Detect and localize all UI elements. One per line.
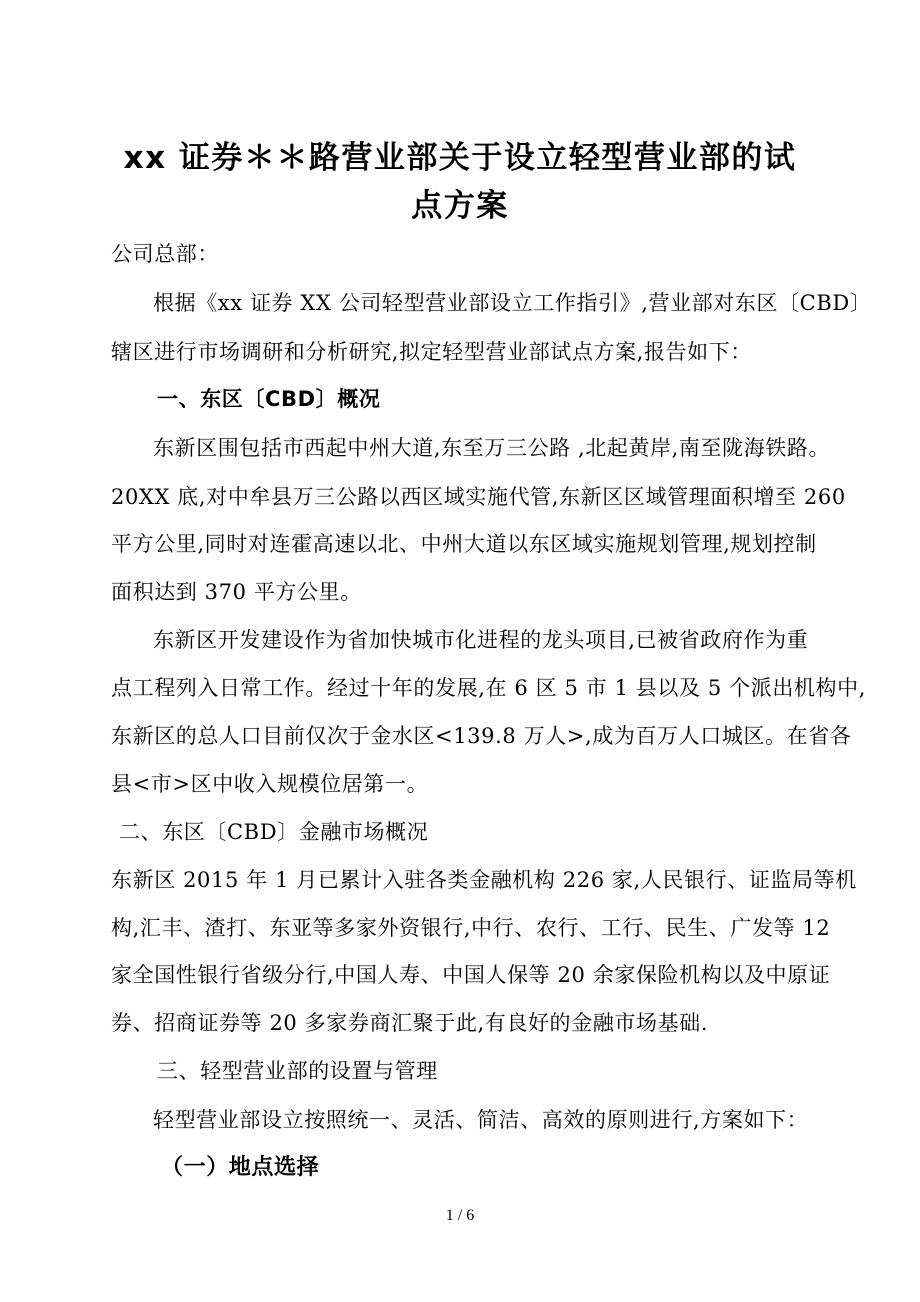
section-1-para-2-line: 县<市>区中收入规模位居第一。 [111, 772, 429, 796]
intro-line: 辖区进行市场调研和分析研究,拟定轻型营业部试点方案,报告如下： [111, 340, 752, 364]
section-3-heading: 三、轻型营业部的设置与管理 [157, 1059, 438, 1083]
section-1-para-2-line: 东新区的总人口目前仅次于金水区<139.8 万人>,成为百万人口城区。在省各 [111, 724, 852, 748]
section-2-para-line: 构,汇丰、渣打、东亚等多家外资银行,中行、农行、工行、民生、广发等 12 [111, 916, 831, 940]
section-1-para-1-line: 平方公里,同时对连霍高速以北、中州大道以东区域实施规划管理,规划控制 [111, 532, 817, 556]
subsection-1-heading: （一）地点选择 [161, 1155, 320, 1180]
document-title-line-2: 点方案 [411, 188, 509, 224]
salutation: 公司总部： [111, 242, 219, 266]
section-1-para-1-line: 20XX 底,对中牟县万三公路以西区域实施代管,东新区区域管理面积增至 260 [111, 485, 846, 509]
section-2-heading: 二、东区〔CBD〕金融市场概况 [119, 820, 429, 844]
page-number: 1 / 6 [445, 1207, 475, 1224]
section-1-para-1-line: 东新区围包括市西起中州大道,东至万三公路 ,北起黄岸,南至陇海铁路。 [153, 436, 831, 460]
section-1-para-1-line: 面积达到 370 平方公里。 [111, 580, 362, 604]
intro-line: 根据《xx 证券 XX 公司轻型营业部设立工作指引》,营业部对东区〔CBD〕 [153, 291, 872, 315]
section-2-para-line: 家全国性银行省级分行,中国人寿、中国人保等 20 余家保险机构以及中原证 [111, 963, 831, 987]
section-1-para-2-line: 东新区开发建设作为省加快城市化进程的龙头项目,已被省政府作为重 [153, 628, 809, 652]
section-2-para-line: 券、招商证券等 20 多家券商汇聚于此,有良好的金融市场基础. [111, 1011, 709, 1035]
section-2-para-line: 东新区 2015 年 1 月已累计入驻各类金融机构 226 家,人民银行、证监局等机 [111, 868, 857, 892]
section-1-heading: 一、东区〔CBD〕概况 [157, 387, 381, 411]
document-title-line-1: xx 证券＊＊路营业部关于设立轻型营业部的试 [123, 140, 797, 176]
section-1-para-2-line: 点工程列入日常工作。经过十年的发展,在 6 区 5 市 1 县以及 5 个派出机构中, [111, 676, 866, 700]
section-3-para: 轻型营业部设立按照统一、灵活、简洁、高效的原则进行,方案如下： [153, 1108, 809, 1132]
